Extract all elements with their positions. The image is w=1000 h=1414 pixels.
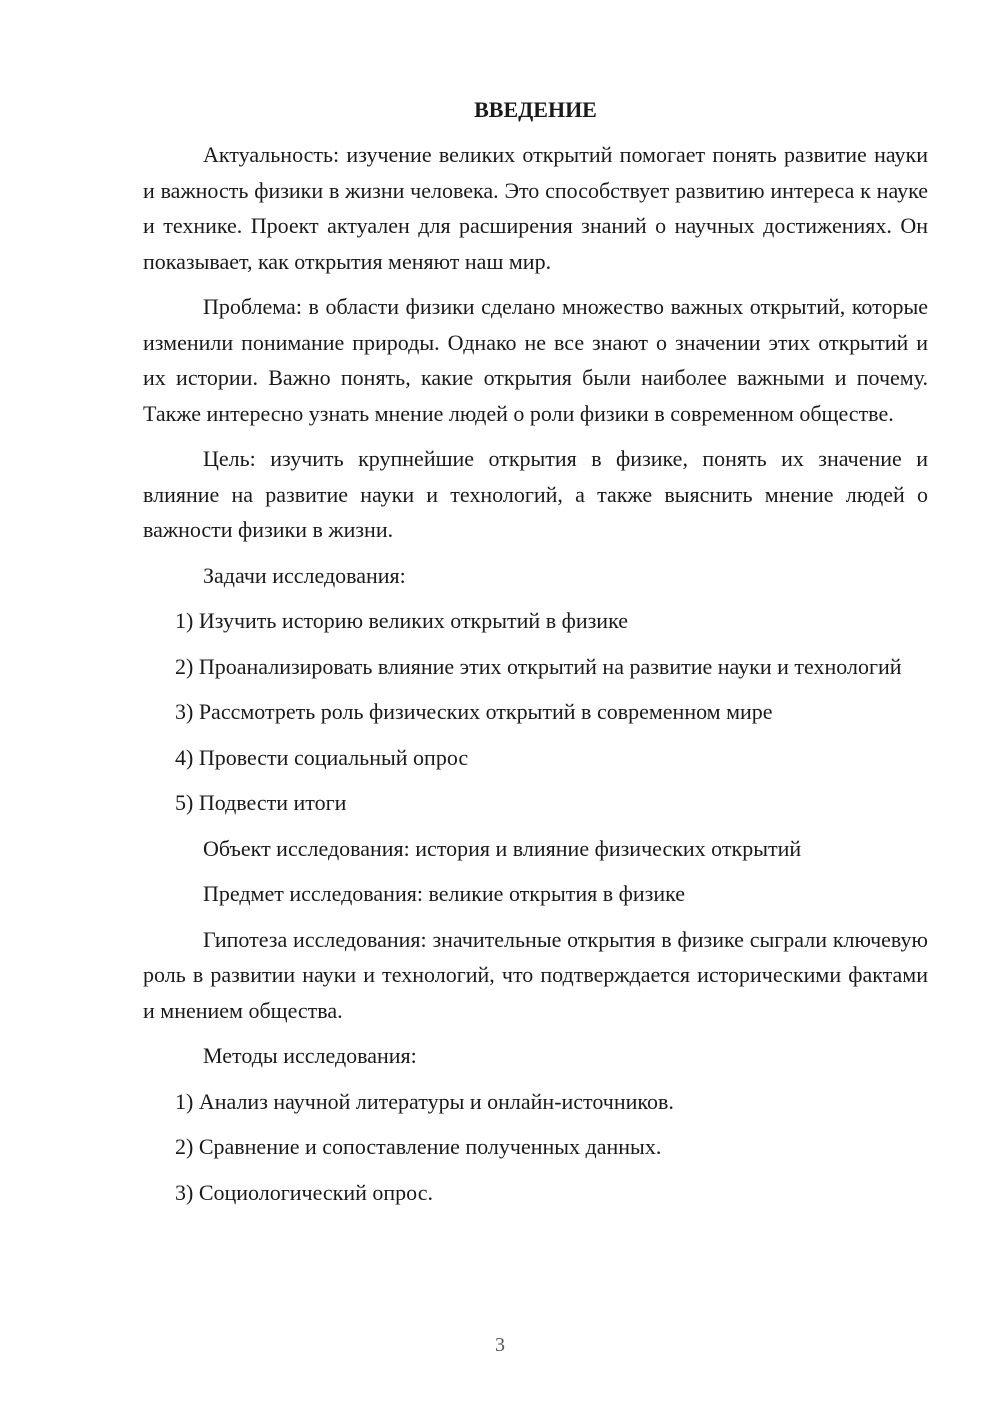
goal-paragraph: Цель: изучить крупнейшие открытия в физике, понять их значение и влияние на развитие науки и технологий, а также выяснить мнение людей о важности физики в жизни.: [143, 446, 928, 542]
problem-paragraph: Проблема: в области физики сделано множество важных открытий, которые изменили понимание природы. Однако не все знают о значении этих открытий и их истории. Важно понять, какие открытия были наиболее важными и почему. Также интересно узнать мнение людей о роли физики в современном обществе.: [143, 294, 928, 426]
task-item: 2) Проанализировать влияние этих открытий на развитие науки и технологий: [175, 653, 902, 679]
object-line: Объект исследования: история и влияние физических открытий: [203, 835, 802, 861]
task-item: 3) Рассмотреть роль физических открытий в современном мире: [175, 699, 773, 724]
page-number: 3: [495, 1334, 505, 1356]
method-item: 2) Сравнение и сопоставление полученных данных.: [175, 1134, 662, 1159]
relevance-paragraph: Актуальность: изучение великих открытий помогает понять развитие науки и важность физики в жизни человека. Это способствует развитию интереса к науке и технике. Проект актуален для расширения знаний о научных достижениях. Он показывает, как открытия меняют наш мир.: [143, 142, 928, 274]
subject-line: Предмет исследования: великие открытия в физике: [203, 881, 686, 906]
document-page: [143, 95, 928, 1220]
section-heading: ВВЕДЕНИЕ: [474, 97, 597, 122]
methods-title: Методы исследования:: [203, 1043, 417, 1068]
tasks-title: Задачи исследования:: [203, 562, 406, 588]
method-item: 3) Социологический опрос.: [175, 1179, 433, 1205]
method-item: 1) Анализ научной литературы и онлайн-источников.: [175, 1088, 674, 1114]
task-item: 1) Изучить историю великих открытий в физике: [175, 608, 628, 633]
task-item: 4) Провести социальный опрос: [175, 744, 469, 770]
hypothesis-paragraph: Гипотеза исследования: значительные открытия в физике сыграли ключевую роль в развитии науки и технологий, что подтверждается историческими фактами и мнением общества.: [143, 926, 928, 1023]
task-item: 5) Подвести итоги: [175, 790, 347, 815]
